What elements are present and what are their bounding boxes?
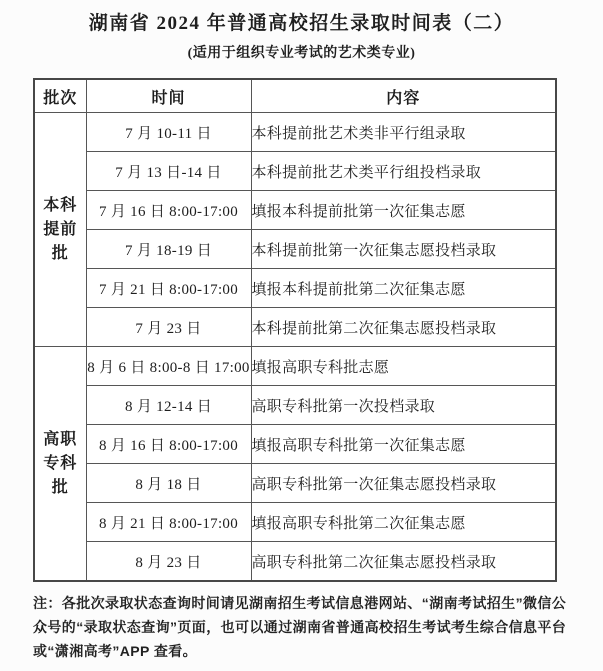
time-cell: 8 月 18 日 <box>86 464 251 503</box>
content-cell: 高职专科批第一次投档录取 <box>251 386 556 425</box>
time-cell: 7 月 21 日 8:00-17:00 <box>86 269 251 308</box>
time-cell: 8 月 12-14 日 <box>86 386 251 425</box>
table-body <box>34 113 556 582</box>
col-header-content: 内容 <box>251 79 556 113</box>
content-cell: 填报本科提前批第一次征集志愿 <box>251 191 556 230</box>
table-row <box>34 425 556 464</box>
schedule-table <box>33 78 557 582</box>
time-cell: 7 月 16 日 8:00-17:00 <box>86 191 251 230</box>
content-cell: 填报本科提前批第二次征集志愿 <box>251 269 556 308</box>
table-row <box>34 347 556 386</box>
footnote: 注：各批次录取状态查询时间请见湖南招生考试信息港网站、“湖南考试招生”微信公众号的“录取状态查询”页面，也可以通过湖南省普通高校招生考试考生综合信息平台或“潇湘高考”APP 查看。 <box>33 595 567 659</box>
col-header-time: 时间 <box>86 79 251 113</box>
table-row <box>34 113 556 152</box>
schedule-table-wrap <box>33 78 555 582</box>
time-cell: 7 月 18-19 日 <box>86 230 251 269</box>
table-row <box>34 308 556 347</box>
content-cell: 高职专科批第一次征集志愿投档录取 <box>251 464 556 503</box>
page-subtitle: (适用于组织专业考试的艺术类专业) <box>187 46 416 61</box>
content-cell: 填报高职专科批第一次征集志愿 <box>251 425 556 464</box>
table-row <box>34 152 556 191</box>
table-row <box>34 269 556 308</box>
header-row <box>34 79 556 113</box>
content-cell: 高职专科批第二次征集志愿投档录取 <box>251 542 556 582</box>
batch-label: 高职专科批 <box>43 430 78 496</box>
time-cell: 7 月 23 日 <box>86 308 251 347</box>
content-cell: 本科提前批艺术类非平行组录取 <box>251 113 556 152</box>
batch-cell <box>34 113 86 347</box>
table-row <box>34 191 556 230</box>
time-cell: 8 月 16 日 8:00-17:00 <box>86 425 251 464</box>
time-cell: 7 月 10-11 日 <box>86 113 251 152</box>
batch-label: 本科提前批 <box>43 196 78 262</box>
content-cell: 本科提前批艺术类平行组投档录取 <box>251 152 556 191</box>
table-row <box>34 542 556 582</box>
table-row <box>34 503 556 542</box>
time-cell: 8 月 23 日 <box>86 542 251 582</box>
content-cell: 填报高职专科批第二次征集志愿 <box>251 503 556 542</box>
time-cell: 8 月 21 日 8:00-17:00 <box>86 503 251 542</box>
table-row <box>34 386 556 425</box>
batch-cell <box>34 347 86 582</box>
content-cell: 填报高职专科批志愿 <box>251 347 556 386</box>
page-title: 湖南省 2024 年普通高校招生录取时间表（二） <box>88 13 515 34</box>
table-row <box>34 230 556 269</box>
content-cell: 本科提前批第二次征集志愿投档录取 <box>251 308 556 347</box>
content-cell: 本科提前批第一次征集志愿投档录取 <box>251 230 556 269</box>
time-cell: 8 月 6 日 8:00-8 日 17:00 <box>86 347 251 386</box>
time-cell: 7 月 13 日-14 日 <box>86 152 251 191</box>
col-header-batch: 批次 <box>34 79 86 113</box>
table-row <box>34 464 556 503</box>
